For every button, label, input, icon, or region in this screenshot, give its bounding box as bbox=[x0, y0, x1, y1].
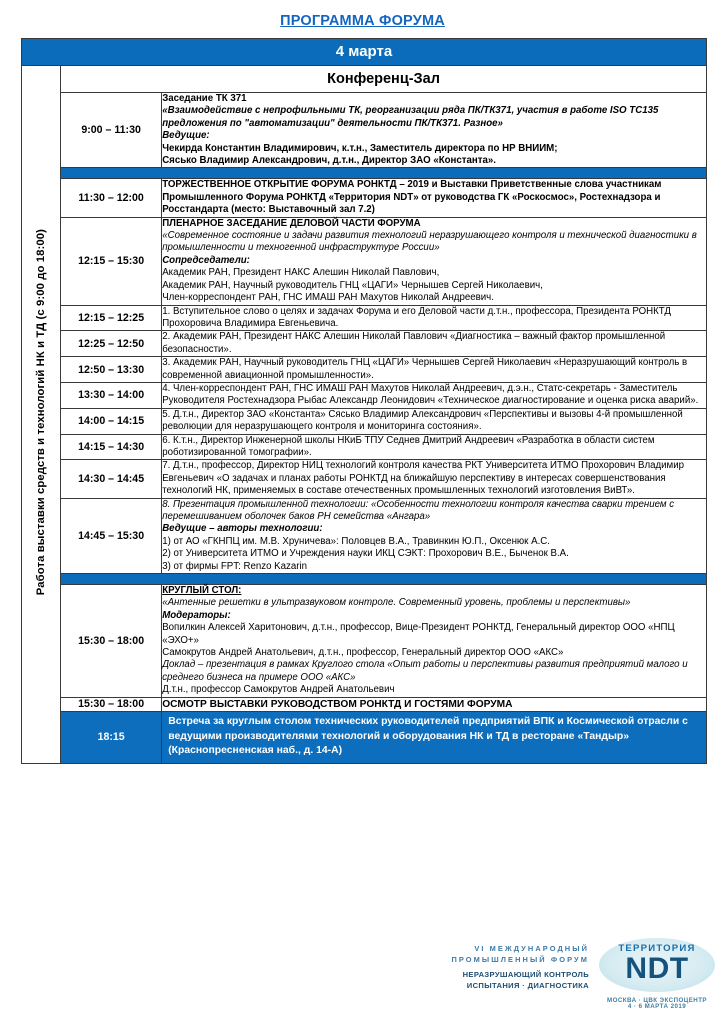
table-row bbox=[22, 357, 707, 383]
row-time: 14:15 – 14:30 bbox=[61, 434, 162, 460]
table-row bbox=[22, 408, 707, 434]
logo-territory-text: ТЕРРИТОРИЯ bbox=[618, 943, 696, 954]
logo-address-line-1: МОСКВА · ЦВК ЭКСПОЦЕНТР bbox=[606, 997, 708, 1004]
line: Модераторы: bbox=[162, 609, 231, 621]
line: 6. К.т.н., Директор Инженерной школы НКиБ ТПУ Седнев Дмитрий Андреевич «Разработка в области систем роботизированной томографии». bbox=[162, 434, 655, 458]
table-row-date-header bbox=[22, 39, 707, 66]
row-time: 12:25 – 12:50 bbox=[61, 331, 162, 357]
line: «Взаимодействие с непрофильными ТК, реорганизации ряда ПК/ТК371, участия в работе ISO TC135 предложения по "автоматизации" деятельности ПК/ТК371. Разное» bbox=[162, 105, 659, 129]
line: 3) от фирмы FPT: Renzo Kazarin bbox=[162, 560, 308, 572]
line: Ведущие: bbox=[162, 130, 210, 142]
row-content bbox=[162, 434, 707, 460]
table-row bbox=[22, 331, 707, 357]
logo-address-line-2: 4 · 6 МАРТА 2019 bbox=[627, 1003, 687, 1010]
logo-line-2: ПРОМЫШЛЕННЫЙ ФОРУМ bbox=[451, 954, 589, 964]
row-time: 9:00 – 11:30 bbox=[61, 93, 162, 168]
table-row-highlighted bbox=[22, 711, 707, 763]
row-content bbox=[162, 217, 707, 305]
row-time: 11:30 – 12:00 bbox=[61, 179, 162, 217]
table-row bbox=[22, 585, 707, 698]
logo-line-3: НЕРАЗРУШАЮЩИЙ КОНТРОЛЬ bbox=[462, 970, 589, 980]
row-time: 14:45 – 15:30 bbox=[61, 498, 162, 573]
line: ТОРЖЕСТВЕННОЕ ОТКРЫТИЕ ФОРУМА РОНКТД – 2019 и Выставки Приветственные слова участникам Промышленного Форума РОНКТД «Территория NDT» от руководства ГК «Роскосмос», Ростехнадзора и Росстандарта (место: Выставочный зал 7.2) bbox=[162, 179, 662, 216]
row-time: 14:00 – 14:15 bbox=[61, 408, 162, 434]
blue-separator bbox=[61, 168, 707, 179]
row-time: 12:15 – 12:25 bbox=[61, 305, 162, 331]
table-row-hall-header bbox=[22, 66, 707, 93]
line: 7. Д.т.н., профессор, Директор НИЦ технологий контроля качества РКТ Университета ИТМО Прохорович Владимир Евгеньевич «О задачах и планах работы РОНКТД на ближайшую перспективу в интересах совершенствования технологий НК, применяемых в составе отечественных промышленных технологий изготовления ВиВТ». bbox=[162, 460, 685, 497]
table-row bbox=[22, 498, 707, 573]
line: Сопредседатели: bbox=[162, 254, 250, 266]
line: ОСМОТР ВЫСТАВКИ РУКОВОДСТВОМ РОНКТД И ГОСТЯМИ ФОРУМА bbox=[162, 698, 513, 710]
row-content bbox=[162, 179, 707, 217]
row-time: 12:50 – 13:30 bbox=[61, 357, 162, 383]
row-content bbox=[162, 331, 707, 357]
row-content bbox=[162, 697, 707, 711]
row-content bbox=[162, 357, 707, 383]
side-vertical-label-cell bbox=[22, 66, 61, 764]
line: КРУГЛЫЙ СТОЛ: bbox=[162, 585, 242, 597]
page-title: ПРОГРАММА ФОРУМА bbox=[280, 13, 445, 29]
logo-line-4: ИСПЫТАНИЯ · ДИАГНОСТИКА bbox=[466, 981, 589, 991]
line: 4. Член-корреспондент РАН, ГНС ИМАШ РАН Махутов Николай Андреевич, д.э.н., Статс-секретарь - Заместитель Руководителя Ростехнадзора Рыбас Александр Леонидович «Техническое диагностирование и оценка риска аварий». bbox=[162, 382, 699, 407]
row-content bbox=[162, 382, 707, 408]
table-row bbox=[22, 434, 707, 460]
line: Встреча за круглым столом технических руководителей предприятий ВПК и Космической отрасли с ведущими производителями технологий и оборудования НК и ТД в ресторане «Тандыр» (Краснопресненская наб., д. 14-А) bbox=[168, 715, 688, 757]
line: Академик РАН, Президент НАКС Алешин Николай Павлович, bbox=[162, 267, 440, 279]
line: 5. Д.т.н., Директор ЗАО «Константа» Сясько Владимир Александрович «Перспективы и вызовы 4-й промышленной революции для неразрушающего контроля и мониторинга состояния». bbox=[162, 408, 683, 433]
row-content bbox=[162, 93, 707, 168]
row-time: 15:30 – 18:00 bbox=[61, 585, 162, 698]
line: Член-корреспондент РАН, ГНС ИМАШ РАН Махутов Николай Андреевич. bbox=[162, 292, 494, 304]
logo-line-1: VI МЕЖДУНАРОДНЫЙ bbox=[474, 944, 589, 953]
hall-header-text: Конференц-Зал bbox=[327, 71, 440, 87]
hall-header bbox=[61, 66, 707, 93]
line: 8. Презентация промышленной технологии: «Особенности технологии контроля качества сварки трением с перемешиванием оболочек баков РН семейства «Ангара» bbox=[162, 498, 675, 522]
row-time: 13:30 – 14:00 bbox=[61, 382, 162, 408]
row-content bbox=[162, 408, 707, 434]
line: 2. Академик РАН, Президент НАКС Алешин Николай Павлович «Диагностика – важный фактор промышленной безопасности». bbox=[162, 331, 666, 355]
row-time: 15:30 – 18:00 bbox=[61, 697, 162, 711]
forum-logo bbox=[449, 938, 717, 1022]
table-row bbox=[22, 217, 707, 305]
line: Доклад – презентация в рамках Круглого стола «Опыт работы и перспективы развития предприятий малого и среднего бизнеса на примере ООО «АКС» bbox=[162, 659, 688, 683]
table-row bbox=[22, 93, 707, 168]
table-row-separator bbox=[22, 574, 707, 585]
table-row bbox=[22, 179, 707, 217]
table-row bbox=[22, 697, 707, 711]
logo-text-block bbox=[449, 944, 589, 991]
row-content bbox=[162, 711, 707, 763]
blue-separator bbox=[61, 574, 707, 585]
row-content bbox=[162, 305, 707, 331]
row-content bbox=[162, 498, 707, 573]
line: Самокрутов Андрей Анатольевич, д.т.н., профессор, Генеральный директор ООО «АКС» bbox=[162, 647, 564, 659]
line: Заседание ТК 371 bbox=[162, 93, 247, 104]
row-time: 18:15 bbox=[61, 711, 162, 763]
program-table bbox=[21, 38, 707, 764]
table-row bbox=[22, 382, 707, 408]
line: Д.т.н., профессор Самокрутов Андрей Анатольевич bbox=[162, 684, 395, 696]
line: «Современное состояние и задачи развития технологий неразрушающего контроля и технической диагностики в промышленности и техногенной инфраструктуре России» bbox=[162, 230, 697, 254]
line: Сясько Владимир Александрович, д.т.н., Директор ЗАО «Константа». bbox=[162, 155, 496, 167]
table-row bbox=[22, 460, 707, 498]
line: «Антенные решетки в ультразвуковом контроле. Современный уровень, проблемы и перспективы» bbox=[162, 597, 631, 609]
line: Чекирда Константин Владимирович, к.т.н., Заместитель директора по НР ВНИИМ; bbox=[162, 142, 558, 154]
row-content bbox=[162, 460, 707, 498]
line: ПЛЕНАРНОЕ ЗАСЕДАНИЕ ДЕЛОВОЙ ЧАСТИ ФОРУМА bbox=[162, 217, 421, 229]
date-header: 4 марта bbox=[22, 39, 707, 66]
row-content bbox=[162, 585, 707, 698]
line: Ведущие – авторы технологии: bbox=[162, 523, 323, 535]
footer bbox=[0, 938, 725, 1022]
side-vertical-label: Работа выставки средств и технологий НК и ТД (с 9:00 до 18:00) bbox=[35, 228, 48, 596]
table-row bbox=[22, 305, 707, 331]
logo-ndt-text: NDT bbox=[625, 952, 689, 985]
line: 3. Академик РАН, Научный руководитель ГНЦ «ЦАГИ» Чернышев Сергей Николаевич «Неразрушающий контроль в современной авиационной промышленности». bbox=[162, 357, 688, 381]
line: Вопилкин Алексей Харитонович, д.т.н., профессор, Вице-Президент РОНКТД, Генеральный директор ООО «НПЦ «ЭХО+» bbox=[162, 622, 675, 646]
line: 2) от Университета ИТМО и Учреждения науки ИКЦ СЭКТ: Прохорович В.Е., Быченок В.А. bbox=[162, 548, 569, 560]
row-time: 12:15 – 15:30 bbox=[61, 217, 162, 305]
line: 1. Вступительное слово о целях и задачах Форума и его Деловой части д.т.н., профессора, Президента РОНКТД Прохоровича Владимира Евгеньевича. bbox=[162, 305, 671, 329]
table-row-separator bbox=[22, 168, 707, 179]
line: Академик РАН, Научный руководитель ГНЦ «ЦАГИ» Чернышев Сергей Николаевич, bbox=[162, 279, 543, 291]
line: 1) от АО «ГКНПЦ им. М.В. Хруничева»: Половцев В.А., Травинкин Ю.П., Оксенюк А.С. bbox=[162, 535, 550, 547]
row-time: 14:30 – 14:45 bbox=[61, 460, 162, 498]
